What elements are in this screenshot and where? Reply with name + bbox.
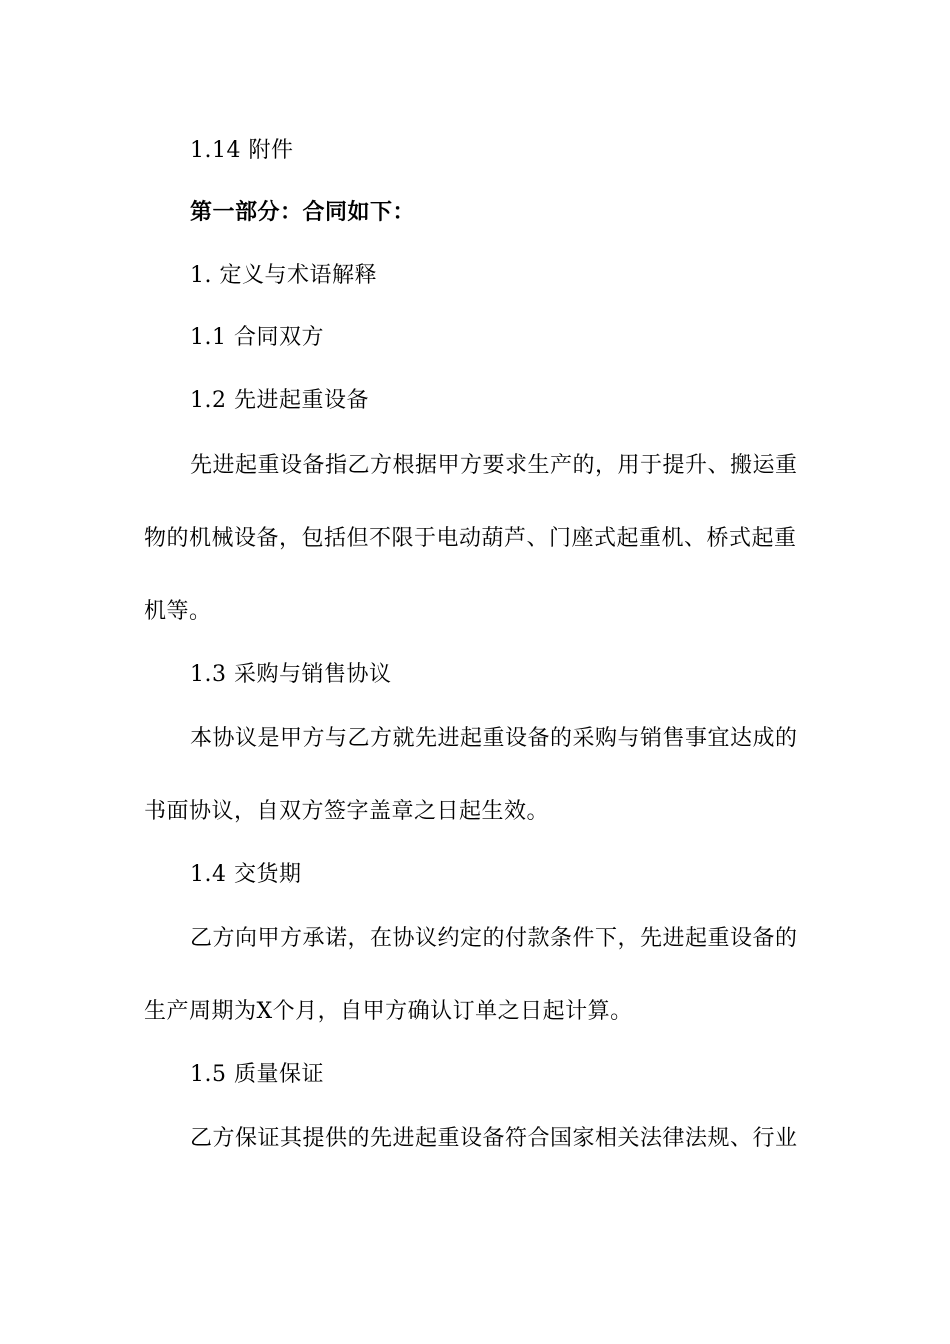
section-1-1-heading: 1.1 合同双方	[190, 325, 324, 350]
paragraph-1-3-line-2: 书面协议，自双方签字盖章之日起生效。	[144, 799, 550, 824]
section-1-5-heading: 1.5 质量保证	[190, 1062, 324, 1087]
paragraph-1-4-line-2: 生产周期为X个月，自甲方确认订单之日起计算。	[144, 999, 633, 1024]
paragraph-1-2-line-1: 先进起重设备指乙方根据甲方要求生产的，用于提升、搬运重	[190, 453, 798, 478]
paragraph-1-3-line-1: 本协议是甲方与乙方就先进起重设备的采购与销售事宜达成的	[190, 726, 798, 751]
paragraph-1-2-line-2: 物的机械设备，包括但不限于电动葫芦、门座式起重机、桥式起重	[144, 526, 797, 551]
paragraph-1-2-line-3: 机等。	[144, 599, 212, 624]
part-one-heading: 第一部分：合同如下：	[190, 200, 416, 225]
section-1-4-heading: 1.4 交货期	[190, 862, 302, 887]
section-1-14-heading: 1.14 附件	[190, 138, 294, 163]
section-1-2-heading: 1.2 先进起重设备	[190, 388, 369, 413]
section-1-3-heading: 1.3 采购与销售协议	[190, 662, 392, 687]
paragraph-1-5-line-1: 乙方保证其提供的先进起重设备符合国家相关法律法规、行业	[190, 1126, 798, 1151]
section-1-heading: 1. 定义与术语解释	[190, 263, 377, 288]
paragraph-1-4-line-1: 乙方向甲方承诺，在协议约定的付款条件下，先进起重设备的	[190, 926, 798, 951]
